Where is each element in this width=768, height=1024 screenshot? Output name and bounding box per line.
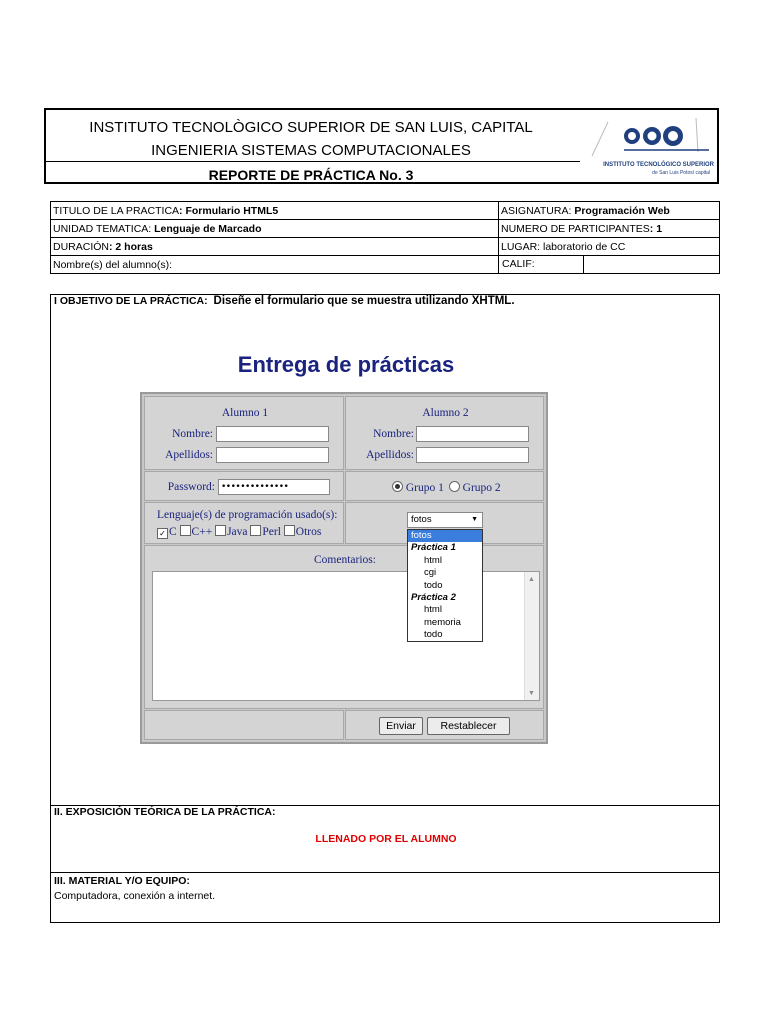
lang-otros-label: Otros bbox=[295, 526, 322, 538]
apellidos1-label: Apellidos: bbox=[165, 449, 213, 461]
grupo2-label: Grupo 2 bbox=[462, 482, 501, 494]
section-material bbox=[50, 872, 720, 923]
report-header bbox=[44, 108, 719, 184]
material-text: Computadora, conexión a internet. bbox=[54, 890, 216, 902]
password-label: Password: bbox=[167, 481, 215, 493]
nombre2-label: Nombre: bbox=[373, 428, 414, 440]
institute-name: INSTITUTO TECNOLÒGICO SUPERIOR DE SAN LUIS, CAPITAL bbox=[89, 119, 533, 136]
chevron-down-icon: ▼ bbox=[471, 516, 478, 523]
alumno1-panel bbox=[144, 396, 344, 470]
apellidos2-input[interactable] bbox=[416, 447, 529, 463]
department-name: INGENIERIA SISTEMAS COMPUTACIONALES bbox=[151, 142, 471, 159]
titulo-cell bbox=[51, 202, 499, 220]
grupo1-label: Grupo 1 bbox=[405, 482, 444, 494]
objetivo-line bbox=[54, 295, 515, 307]
apellidos2-label: Apellidos: bbox=[366, 449, 414, 461]
practice-info-table bbox=[50, 201, 720, 274]
select-option[interactable]: todo bbox=[424, 629, 443, 641]
duracion-label: DURACIÓN bbox=[53, 240, 110, 253]
comentarios-panel bbox=[144, 545, 544, 709]
lenguajes-panel bbox=[144, 502, 344, 544]
buttons-left-panel bbox=[144, 710, 344, 740]
lang-c-label: C bbox=[169, 526, 177, 538]
calif-value bbox=[584, 256, 719, 273]
logo-text-main: INSTITUTO TECNOLÓGICO SUPERIOR bbox=[603, 162, 714, 168]
unidad-value: Lenguaje de Marcado bbox=[154, 222, 262, 235]
lang-java-checkbox[interactable] bbox=[215, 525, 226, 536]
duracion-value: : 2 horas bbox=[109, 240, 153, 253]
institute-logo bbox=[584, 112, 714, 180]
calif-label: CALIF: bbox=[499, 256, 584, 273]
select-option[interactable]: html bbox=[424, 604, 442, 616]
duracion-cell bbox=[51, 238, 499, 256]
report-title: REPORTE DE PRÁCTICA No. 3 bbox=[208, 167, 414, 183]
participantes-cell bbox=[499, 220, 720, 238]
form-title: Entrega de prácticas bbox=[237, 352, 455, 377]
material-label: III. MATERIAL Y/O EQUIPO: bbox=[54, 875, 190, 887]
practica-options-list bbox=[407, 529, 483, 642]
restablecer-button[interactable]: Restablecer bbox=[427, 717, 510, 735]
lenguajes-label: Lenguaje(s) de programación usado(s): bbox=[157, 509, 338, 521]
select-option[interactable]: todo bbox=[424, 579, 443, 591]
nombre1-label: Nombre: bbox=[172, 428, 213, 440]
select-option[interactable]: cgi bbox=[424, 567, 437, 579]
lugar-cell: LUGAR: laboratorio de CC bbox=[499, 238, 720, 256]
participantes-label: NUMERO DE PARTICIPANTES bbox=[501, 222, 650, 235]
enviar-button[interactable]: Enviar bbox=[379, 717, 423, 735]
practica-select[interactable] bbox=[407, 512, 483, 528]
alumno1-heading: Alumno 1 bbox=[221, 407, 269, 419]
unidad-label: UNIDAD TEMATICA: bbox=[53, 222, 155, 235]
asignatura-label: ASIGNATURA: bbox=[501, 204, 575, 217]
lang-java-label: Java bbox=[227, 526, 248, 538]
alumno2-heading: Alumno 2 bbox=[422, 407, 469, 419]
lang-perl-label: Perl bbox=[262, 526, 281, 538]
llenado-note: LLENADO POR EL ALUMNO bbox=[315, 833, 457, 845]
textarea-scrollbar[interactable] bbox=[524, 572, 539, 700]
calif-cell bbox=[499, 256, 720, 274]
scroll-up-icon[interactable]: ▲ bbox=[528, 575, 535, 583]
participantes-value: : 1 bbox=[649, 222, 663, 235]
asignatura-cell bbox=[499, 202, 720, 220]
alumno2-panel bbox=[345, 396, 544, 470]
buttons-panel bbox=[345, 710, 544, 740]
grupo-panel bbox=[345, 471, 544, 501]
lang-cpp-label: C++ bbox=[191, 526, 213, 538]
titulo-value: : Formulario HTML5 bbox=[179, 204, 279, 217]
alumnos-cell: Nombre(s) del alumno(s): bbox=[51, 256, 499, 274]
lang-perl-checkbox[interactable] bbox=[250, 525, 261, 536]
grupo1-radio[interactable] bbox=[392, 481, 403, 492]
nombre1-input[interactable] bbox=[216, 426, 329, 442]
form-preview bbox=[140, 392, 548, 744]
apellidos1-input[interactable] bbox=[216, 447, 329, 463]
select-option[interactable]: html bbox=[424, 554, 442, 566]
option-group-label: Práctica 2 bbox=[411, 591, 456, 603]
select-value: fotos bbox=[411, 514, 432, 525]
nombre2-input[interactable] bbox=[416, 426, 529, 442]
grupo2-radio[interactable] bbox=[449, 481, 460, 492]
password-panel bbox=[144, 471, 344, 501]
lenguajes-checkboxes bbox=[157, 525, 321, 539]
option-group-label: Práctica 1 bbox=[411, 542, 456, 554]
logo-text-sub: de San Luis Potosí capital bbox=[652, 170, 710, 176]
asignatura-value: Programación Web bbox=[574, 204, 670, 217]
grupo-radios bbox=[392, 481, 501, 494]
select-option[interactable]: fotos bbox=[408, 530, 482, 542]
lang-cpp-checkbox[interactable] bbox=[180, 525, 191, 536]
comentarios-label: Comentarios: bbox=[314, 554, 376, 566]
lang-otros-checkbox[interactable] bbox=[284, 525, 295, 536]
header-divider bbox=[46, 161, 580, 162]
lang-c-checkbox[interactable]: ✓ bbox=[157, 528, 168, 539]
exposicion-label: II. EXPOSICIÓN TEÓRICA DE LA PRÁCTICA: bbox=[54, 806, 276, 818]
password-input[interactable]: •••••••••••••• bbox=[218, 479, 330, 495]
titulo-label: TITULO DE LA PRACTICA bbox=[53, 204, 180, 217]
section-exposicion bbox=[50, 805, 720, 873]
unidad-cell bbox=[51, 220, 499, 238]
objetivo-label: I OBJETIVO DE LA PRÁCTICA: bbox=[54, 295, 208, 307]
objetivo-text: Diseñe el formulario que se muestra utilizando XHTML. bbox=[213, 295, 515, 307]
select-option[interactable]: memoria bbox=[424, 616, 461, 628]
scroll-down-icon[interactable]: ▼ bbox=[528, 689, 535, 697]
